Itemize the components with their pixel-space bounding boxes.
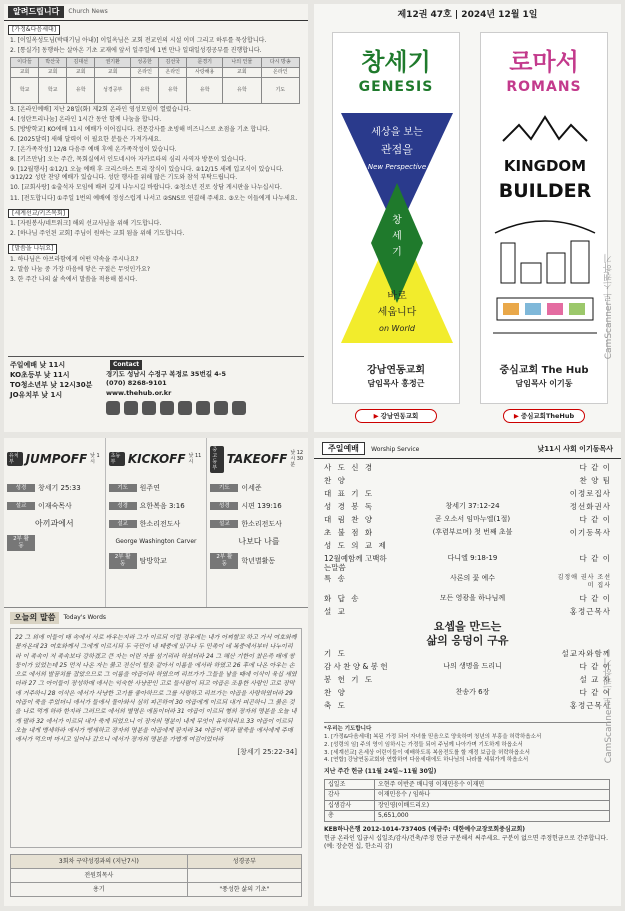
- tri-bot-3: on World: [379, 324, 415, 333]
- row-value: 한소리전도사: [139, 519, 181, 528]
- share-list: [4, 256, 308, 284]
- channel-name: 강남연동교회: [380, 412, 419, 420]
- section-family: [가정&다음세대]: [8, 25, 60, 35]
- order-row: [324, 528, 611, 541]
- announcement-list: [4, 37, 308, 55]
- announcement-item: 5. [방방학교] KO에배 11시 예배가 이어집니다. 전문강사를 초빙해 비즈니스로 초점을 기초 합니다.: [10, 125, 270, 133]
- kickoff-head: [109, 441, 204, 477]
- dept-tag: 유치부: [7, 452, 23, 467]
- service-time: JO유치부 낮 1시: [10, 391, 63, 400]
- table-cell: 용기: [11, 883, 188, 897]
- order-person: 다 같 이: [579, 594, 611, 603]
- prayer-item: 2. [성령의 임] 주의 영이 임하시는 가정들 되어 주님께 나아가며 기도하게 하옵소서: [324, 741, 523, 748]
- announcement-item: 2. [통실가] 동행하는 살아온 기초 교재에 앞서 일주일에 1번 만나 일대일성경공부를 진행합니다.: [10, 46, 262, 54]
- row-label: 설교: [210, 520, 238, 529]
- yrow: [7, 517, 102, 531]
- worship-subtitle: Worship Service: [371, 446, 420, 453]
- table-cell: 성공한: [131, 57, 159, 67]
- service-footer: [8, 356, 304, 428]
- row-value: 이재숙목사: [38, 501, 72, 510]
- order-content: 나의 생명을 드리니: [443, 661, 502, 670]
- instagram-icon[interactable]: [142, 401, 156, 415]
- order-item: 12월예함께 고백하는말씀: [324, 554, 387, 573]
- table-cell: 전원희목사: [11, 869, 188, 883]
- order-item: 축 도: [324, 700, 347, 710]
- order-person: 찬 양 팀: [579, 476, 611, 485]
- worship-header: [314, 438, 621, 459]
- table-cell: 교회: [95, 67, 131, 77]
- church-phone[interactable]: (070) 8268-9101: [106, 379, 167, 388]
- order-row: [324, 607, 611, 620]
- order-item: 감 사 찬 양 & 봉 헌: [324, 661, 388, 671]
- contact-label: Contact: [110, 360, 142, 370]
- share-item: 1. 하나님은 아브라함에게 어떤 약속을 주시나요?: [10, 255, 139, 263]
- yrow: [210, 481, 305, 495]
- kickoff-logo: KICKOFF: [127, 451, 186, 466]
- genesis-title: 창세기: [361, 48, 431, 76]
- row-label: 2부 활동: [109, 553, 137, 569]
- table-cell: 학교: [11, 77, 39, 103]
- announcements-panel: [4, 4, 308, 432]
- order-row: [324, 489, 611, 502]
- order-item: 설 교: [324, 607, 347, 616]
- church-contact: [103, 357, 304, 428]
- offering-table: [324, 779, 610, 822]
- prayer-section: [324, 722, 611, 766]
- table-cell: "풍성한 삶의 기초": [187, 883, 301, 897]
- romans-youtube[interactable]: [503, 409, 585, 423]
- table-cell: 온라인: [131, 67, 159, 77]
- order-item: 대 림 찬 양: [324, 515, 375, 524]
- row-label: 성경: [109, 502, 137, 511]
- order-item: 화 답 송: [324, 594, 361, 603]
- table-cell: 총: [325, 811, 375, 822]
- mission-item: 2. [하나님 주인된 교회] 주님이 원하는 교회 됨을 위해 기도합니다.: [10, 230, 185, 238]
- order-row: [324, 574, 611, 594]
- table-cell: 문경기: [187, 57, 223, 67]
- announcement-item: 8. [키즈만남] 오는 주간, 목회실에서 인도네시아 자카르타의 심리 사역자 방문이 있습니다.: [10, 156, 247, 164]
- yrow: [210, 499, 305, 513]
- yrow: [7, 499, 102, 513]
- romans-church: [481, 365, 607, 389]
- service-time: KO초등부 낮 11시: [10, 371, 70, 380]
- takeoff-logo: TAKEOFF: [226, 451, 288, 466]
- kingdom-word: KINGDOM: [503, 157, 587, 175]
- prayer-item: 1. [가정&다음세대] 복된 가정 되어 자녀를 믿음으로 양육하며 청년의 부흥을 허락하옵소서: [324, 733, 542, 740]
- announcement-item: 10. [교회사랑] ①출석자 모임에 배려 깊게 나누시길 바랍니다. ②청소년 진로 상담 게시판을 나누십시다.: [10, 184, 282, 192]
- dept-time: 낮 11시: [188, 452, 202, 465]
- sermon-title: [324, 620, 611, 649]
- order-content: 모든 영광을 하나님께: [439, 594, 506, 602]
- order-row: [324, 463, 611, 476]
- tri-center-3: 기: [392, 247, 402, 258]
- table-cell: 박산국: [39, 57, 67, 67]
- table-cell: 김선국: [159, 57, 187, 67]
- scripture-text: 22 그 외에 이들이 태 속에서 서로 싸우는지라 그가 이르되 이럴 경우에는 내가 어찌할꼬 하고 가서 여호와께 묻자온대 23 여호와께서 그에게 이르시되 두 국민이 네 태중에 있구나 두 민족이 네 복중에서부터 나누이리라 이 족속이 저 족속보다 강하겠고 큰 자는 어린 자를 섬기리라 하셨더라 24 그 해산 기한이 찼은즉 태에 쌍둥이가 있었는데 25 먼저 나온 자는 붉고 전신이 털옷 같아서 이름을 에서라 하였고 26 후에 나온 아우는 손으로 에서의 발꿈치를 잡았으므로 그 이름을 야곱이라 하였으며 리브가가 그들을 낳을 때에 이삭이 육십 세였더라 27 그 아이들이 장성하매 에서는 익숙한 사냥꾼인 고로 들사람이 되고 야곱은 조용한 사람인 고로 장막에 거주하니 28 이삭은 에서가 사냥한 고기를 좋아하므로 그를 사랑하고 리브가는 야곱을 사랑하였더라 29 야곱이 죽을 쑤었더니 에서가 들에서 돌아와서 심히 피곤하여 30 야곱에게 이르되 내가 피곤하니 그 붉은 것을 나로 먹게 하라 한지라 그러므로 에서의 별명은 에돔이더라 31 야곱이 이르되 형의 장자의 명분을 오늘 내게 팔라 32 에서가 이르되 내가 죽게 되었으니 이 장자의 명분이 내게 무엇이 유익하리요 33 야곱이 이르되 오늘 내게 맹세하라 에서가 맹세하고 장자의 명분을 야곱에게 판지라 34 야곱이 떡과 팥죽을 에서에게 주매 에서가 먹으며 마시고 일어나 갔으니 에서가 장자의 명분을 가볍게 여김이었더라: [15, 634, 297, 744]
- romans-subtitle: ROMANS: [506, 79, 582, 95]
- order-content: 사론의 꽃 예수: [449, 574, 496, 582]
- order-item: 찬 양: [324, 476, 347, 485]
- sermon-title: 아끼과에서: [35, 519, 74, 528]
- church-address: 경기도 성남시 수정구 복정로 35번길 4-5: [106, 370, 227, 379]
- order-content: 찬송가 6장: [455, 687, 490, 696]
- genesis-banner: [332, 32, 460, 420]
- order-content: 창세기 37:12-24: [445, 502, 500, 510]
- tri-top-text: 세상을 보는: [371, 127, 423, 138]
- order-person: 다 같 이: [579, 463, 611, 472]
- study-table: [10, 57, 300, 104]
- order-row: [324, 675, 611, 688]
- table-cell: 권기환: [95, 57, 131, 67]
- order-person: 다 같 이: [579, 661, 611, 671]
- yrow: [109, 499, 204, 513]
- yrow: [109, 553, 204, 569]
- cover-panel: [314, 4, 621, 432]
- scripture-ref: [창세기 25:22-34]: [237, 747, 297, 756]
- table-cell: 십생감사: [325, 800, 375, 811]
- order-item: 봉 헌 기 도: [324, 674, 375, 684]
- tri-en-text: New Perspective: [367, 163, 427, 171]
- bank-account: KEB하나은행 2012-1014-737405 (예금주: 대한예수교장로회중심교회): [324, 825, 526, 833]
- church-website[interactable]: www.thehub.or.kr: [106, 388, 172, 397]
- row-value: 한소리전도사: [241, 519, 282, 528]
- yrow: [7, 535, 102, 551]
- yrow: [210, 517, 305, 531]
- row-value: 탐방학교: [139, 556, 167, 565]
- sermon-title: George Washington Carver: [115, 538, 197, 546]
- order-item: 기 도: [324, 648, 347, 658]
- jumpoff-head: [7, 441, 102, 477]
- sermon-title: 나보다 나를: [238, 537, 280, 546]
- row-label: 성경: [7, 484, 35, 493]
- order-content: 곧 오소서 임마누엘(1절): [434, 515, 511, 523]
- order-row: [324, 515, 611, 528]
- sermon-line: 삶의 응덩이 구유: [426, 634, 509, 648]
- youtube-icon: ▶: [513, 412, 519, 420]
- yrow: [109, 517, 204, 531]
- takeoff-column: [207, 438, 308, 607]
- table-cell: 감사: [325, 790, 375, 801]
- order-item: 찬 양: [324, 687, 347, 697]
- share-item: 2. 말씀 나눔 중 가장 마음에 닿은 구절은 무엇인가요?: [10, 265, 151, 273]
- table-cell: 사랑해용: [187, 67, 223, 77]
- order-item: 초 불 점 화: [324, 528, 375, 537]
- kingdom-art: [489, 113, 601, 358]
- table-cell: 김대선: [67, 57, 95, 67]
- order-row: [324, 541, 611, 554]
- order-item: 성 도 의 교 제: [324, 541, 388, 550]
- row-value: 요한복음 3:16: [139, 501, 185, 510]
- kickoff-column: [106, 438, 208, 607]
- row-value: 창세기 25:33: [38, 483, 81, 492]
- words-subtitle: Today's Words: [63, 614, 107, 622]
- announcement-item: 9. [12월행사] ①12/1 오늘 예배 후 크리스마스 트리 장식이 있습니다. ②12/15 세례 입교식이 있습니다. ③12/22 성탄 찬양 예배가 있습니다. 성탄 행사를 위해 많은 기도와 참석 부탁드립니다.: [10, 166, 284, 182]
- order-item: 특 송: [324, 574, 347, 583]
- service-time: 주일예배 낮 11시: [10, 361, 66, 369]
- romans-church-name: 중심교회 The Hub: [499, 365, 589, 376]
- dept-tag: 중고등부: [210, 446, 223, 473]
- order-person: 이기동목사: [569, 528, 611, 537]
- kakao-icon[interactable]: [196, 401, 210, 415]
- words-title: 오늘의 말씀: [10, 612, 59, 624]
- romans-pastor: 담임목사 이기동: [515, 378, 573, 388]
- row-label: 성경: [210, 502, 238, 511]
- order-person: 다 같 이: [579, 554, 611, 563]
- table-cell: 기도: [261, 77, 299, 103]
- table-cell: 교회: [39, 67, 67, 77]
- dept-time: 낮 12시 30분: [290, 449, 304, 469]
- order-row: [324, 688, 611, 701]
- table-cell: 유학: [187, 77, 223, 103]
- row-label: 기도: [210, 484, 238, 493]
- table-cell: 유학: [223, 77, 261, 103]
- order-row: [324, 594, 611, 607]
- announcement-item: 1. [이일옥성도님(박태기님 아내)] 이일옥님은 교회 전교인의 시설 이미 그리고 하루를 묵상합니다.: [10, 36, 267, 44]
- order-item: 사 도 신 경: [324, 463, 375, 472]
- order-person: 설교자와함께: [561, 648, 611, 658]
- builder-word: BUILDER: [498, 180, 592, 202]
- prayer-item: 3. [세계선교] 온세상 어린이들이 예배하도록 복음전도를 할 재정 보급을 허락하옵소서: [324, 749, 530, 756]
- romans-title: 로마서: [509, 48, 579, 76]
- announcement-item: 11. [전도합니다] ①주일 1번의 예배에 정성스럽게 나서고 ②SNS로 연결해 주세요. ③오는 이들에게 나누세요.: [10, 194, 298, 202]
- tri-center-1: 창: [392, 215, 402, 226]
- table-cell: [187, 869, 301, 883]
- prayer-item: 4. [연합] 강남연동교회와 연합하여 다음세대에도 하나님의 나라를 세워가게 하옵소서: [324, 757, 529, 764]
- table-cell: 교회: [11, 67, 39, 77]
- qr-code-icon[interactable]: [106, 401, 120, 415]
- jumpoff-column: [4, 438, 106, 607]
- triangle-art: [341, 113, 453, 358]
- sermon-line: 요셉을 만드는: [433, 620, 502, 633]
- order-item: 대 표 기 도: [324, 489, 375, 498]
- table-cell: 나의 인물: [223, 57, 261, 67]
- order-person: 다 같 이: [579, 687, 611, 697]
- table-cell: 유학: [131, 77, 159, 103]
- youth-grid: [4, 438, 308, 608]
- yrow: [7, 481, 102, 495]
- table-cell: 장인영(이배드리오): [375, 800, 610, 811]
- table-cell: 성경공부: [95, 77, 131, 103]
- bank-info: [324, 826, 611, 852]
- order-person: 이정로집사: [569, 489, 611, 498]
- romans-banner: [480, 32, 608, 420]
- mission-list: [4, 220, 308, 238]
- bank-note: 헌금 온라인 입금시 십일조/감사/건축/주정 헌금 구분해서 써주세요. 구분이 없으면 주정헌금으로 간주합니다. (예: 장순현 십, 한소리 감): [324, 834, 608, 851]
- genesis-church-name: 강남연동교회: [367, 365, 425, 376]
- announcement-item: 7. [온가족작성] 12/8 다음주 예배 후에 온가족작성이 있습니다.: [10, 146, 177, 154]
- qr-code-icon[interactable]: [214, 401, 228, 415]
- row-label: 2부 활동: [210, 553, 238, 569]
- table-cell: 3회차 구약성경과의 (지난7시): [11, 855, 188, 869]
- row-label: 설교: [7, 502, 35, 511]
- worship-title: 주일예배: [322, 442, 365, 455]
- table-cell: 유학: [67, 77, 95, 103]
- tri-mid-text: 관점을: [381, 143, 413, 156]
- announcement-item: 3. [온라인예배] 지난 28일(화) 제2회 온라인 영성모임이 열렸습니다.: [10, 105, 191, 113]
- worship-time: 낮11시 사회 이기동목사: [537, 444, 613, 453]
- tri-center-2: 세: [392, 231, 402, 242]
- prayer-title: *우리는 기도합니다: [324, 725, 372, 732]
- table-cell: 교회: [223, 67, 261, 77]
- reading-table: [10, 854, 302, 897]
- youtube-icon: ▶: [373, 412, 379, 420]
- youtube-icon[interactable]: [124, 401, 138, 415]
- order-row: [324, 649, 611, 662]
- order-content: 다니엘 9:18-19: [447, 554, 498, 562]
- service-time: TO청소년부 낮 12시30분: [10, 381, 93, 390]
- announcement-item: 6. [2025달력] 새해 달력이 이 필요한 분들은 가져가세요.: [10, 135, 162, 143]
- worship-order: [314, 459, 621, 718]
- yrow: [109, 535, 204, 549]
- dept-tag: 초등부: [109, 452, 125, 467]
- jumpoff-logo: JUMPOFF: [25, 451, 88, 466]
- order-person: 홍정근목사: [569, 700, 611, 710]
- announcements-title: 알려드립니다: [8, 6, 64, 18]
- order-row: [324, 701, 611, 714]
- order-person: 정선화권사: [569, 502, 611, 511]
- announcement-list-more: [4, 106, 308, 203]
- blog-icon[interactable]: [178, 401, 192, 415]
- announcement-item: 4. [성탄트리나눔] 온라인 1시간 동안 함께 나눔을 합니다.: [10, 115, 162, 123]
- scanner-watermark: CamScanner로 스캔하기: [603, 254, 614, 360]
- genesis-subtitle: GENESIS: [358, 79, 434, 95]
- order-row: [324, 502, 611, 515]
- genesis-youtube[interactable]: [355, 409, 437, 423]
- table-cell: 5,651,000: [375, 811, 610, 822]
- row-value: 이세준: [241, 483, 262, 492]
- youtube-icon[interactable]: [232, 401, 246, 415]
- table-cell: 온라인: [261, 67, 299, 77]
- youth-words-panel: [4, 438, 308, 906]
- table-cell: 학교: [39, 77, 67, 103]
- issue-info: 제12권 47호 | 2024년 12월 1일: [397, 10, 538, 20]
- sns-icons: [106, 401, 301, 415]
- tri-bot-1: 바로: [387, 291, 407, 302]
- order-row: [324, 554, 611, 574]
- order-person: 다 같 이: [579, 515, 611, 524]
- table-cell: 오현주 이반준 배니영 이재민응수 이재민: [375, 779, 610, 790]
- genesis-church: [333, 365, 459, 389]
- table-cell: 이다들: [11, 57, 39, 67]
- table-cell: 이재민응수 / 임하나: [375, 790, 610, 801]
- announcements-subtitle: Church News: [68, 8, 108, 16]
- row-value: 원주연: [139, 483, 160, 492]
- service-times: [8, 357, 103, 428]
- order-content: (후렴부르며) 첫 번째 초불: [432, 528, 513, 536]
- worship-panel: [314, 438, 621, 906]
- table-cell: 유학: [159, 77, 187, 103]
- scripture-box: [10, 628, 302, 848]
- mission-item: 1. [자원봉사/네트워크] 해외 선교사님을 위해 기도합니다.: [10, 220, 162, 228]
- table-cell: 성경공부: [187, 855, 301, 869]
- channel-name: 중심교회TheHub: [520, 412, 575, 420]
- yrow: [109, 481, 204, 495]
- order-row: [324, 476, 611, 489]
- offering-title: 지난 주간 헌금 (11월 24일~11월 30일): [324, 768, 437, 776]
- order-item: 성 경 봉 독: [324, 502, 375, 511]
- yrow: [210, 553, 305, 569]
- tri-bot-2: 세웁니다: [377, 307, 417, 318]
- order-person: 설 교 자: [579, 674, 611, 684]
- table-cell: 온라인: [159, 67, 187, 77]
- takeoff-head: [210, 441, 305, 477]
- yrow: [210, 535, 305, 549]
- section-mission: [세계선교/키즈목회]: [8, 209, 69, 219]
- order-row: [324, 662, 611, 675]
- section-share: [말씀을 나눠요]: [8, 244, 57, 254]
- row-value: 시편 139:16: [241, 501, 282, 510]
- row-value: 학년별활동: [241, 556, 276, 565]
- row-label: 설교: [109, 520, 137, 529]
- dept-time: 낮 1시: [90, 452, 100, 465]
- row-label: 2부 활동: [7, 535, 35, 551]
- row-label: 기도: [109, 484, 137, 493]
- genesis-pastor: 담임목사 홍정근: [367, 378, 425, 388]
- table-cell: 십일조: [325, 779, 375, 790]
- facebook-icon[interactable]: [160, 401, 174, 415]
- table-cell: 교회: [67, 67, 95, 77]
- scanner-watermark: CamScanner로 스캔하기: [603, 658, 614, 764]
- order-person: 홍정근목사: [569, 607, 611, 616]
- announcements-header: [4, 4, 308, 21]
- table-cell: 다시 방송: [261, 57, 299, 67]
- order-person: 김정애 권사 조선미 집사: [557, 574, 611, 589]
- share-item: 3. 한 주간 나의 삶 속에서 말씀을 적용해 봅시다.: [10, 276, 138, 283]
- words-header: [4, 608, 308, 628]
